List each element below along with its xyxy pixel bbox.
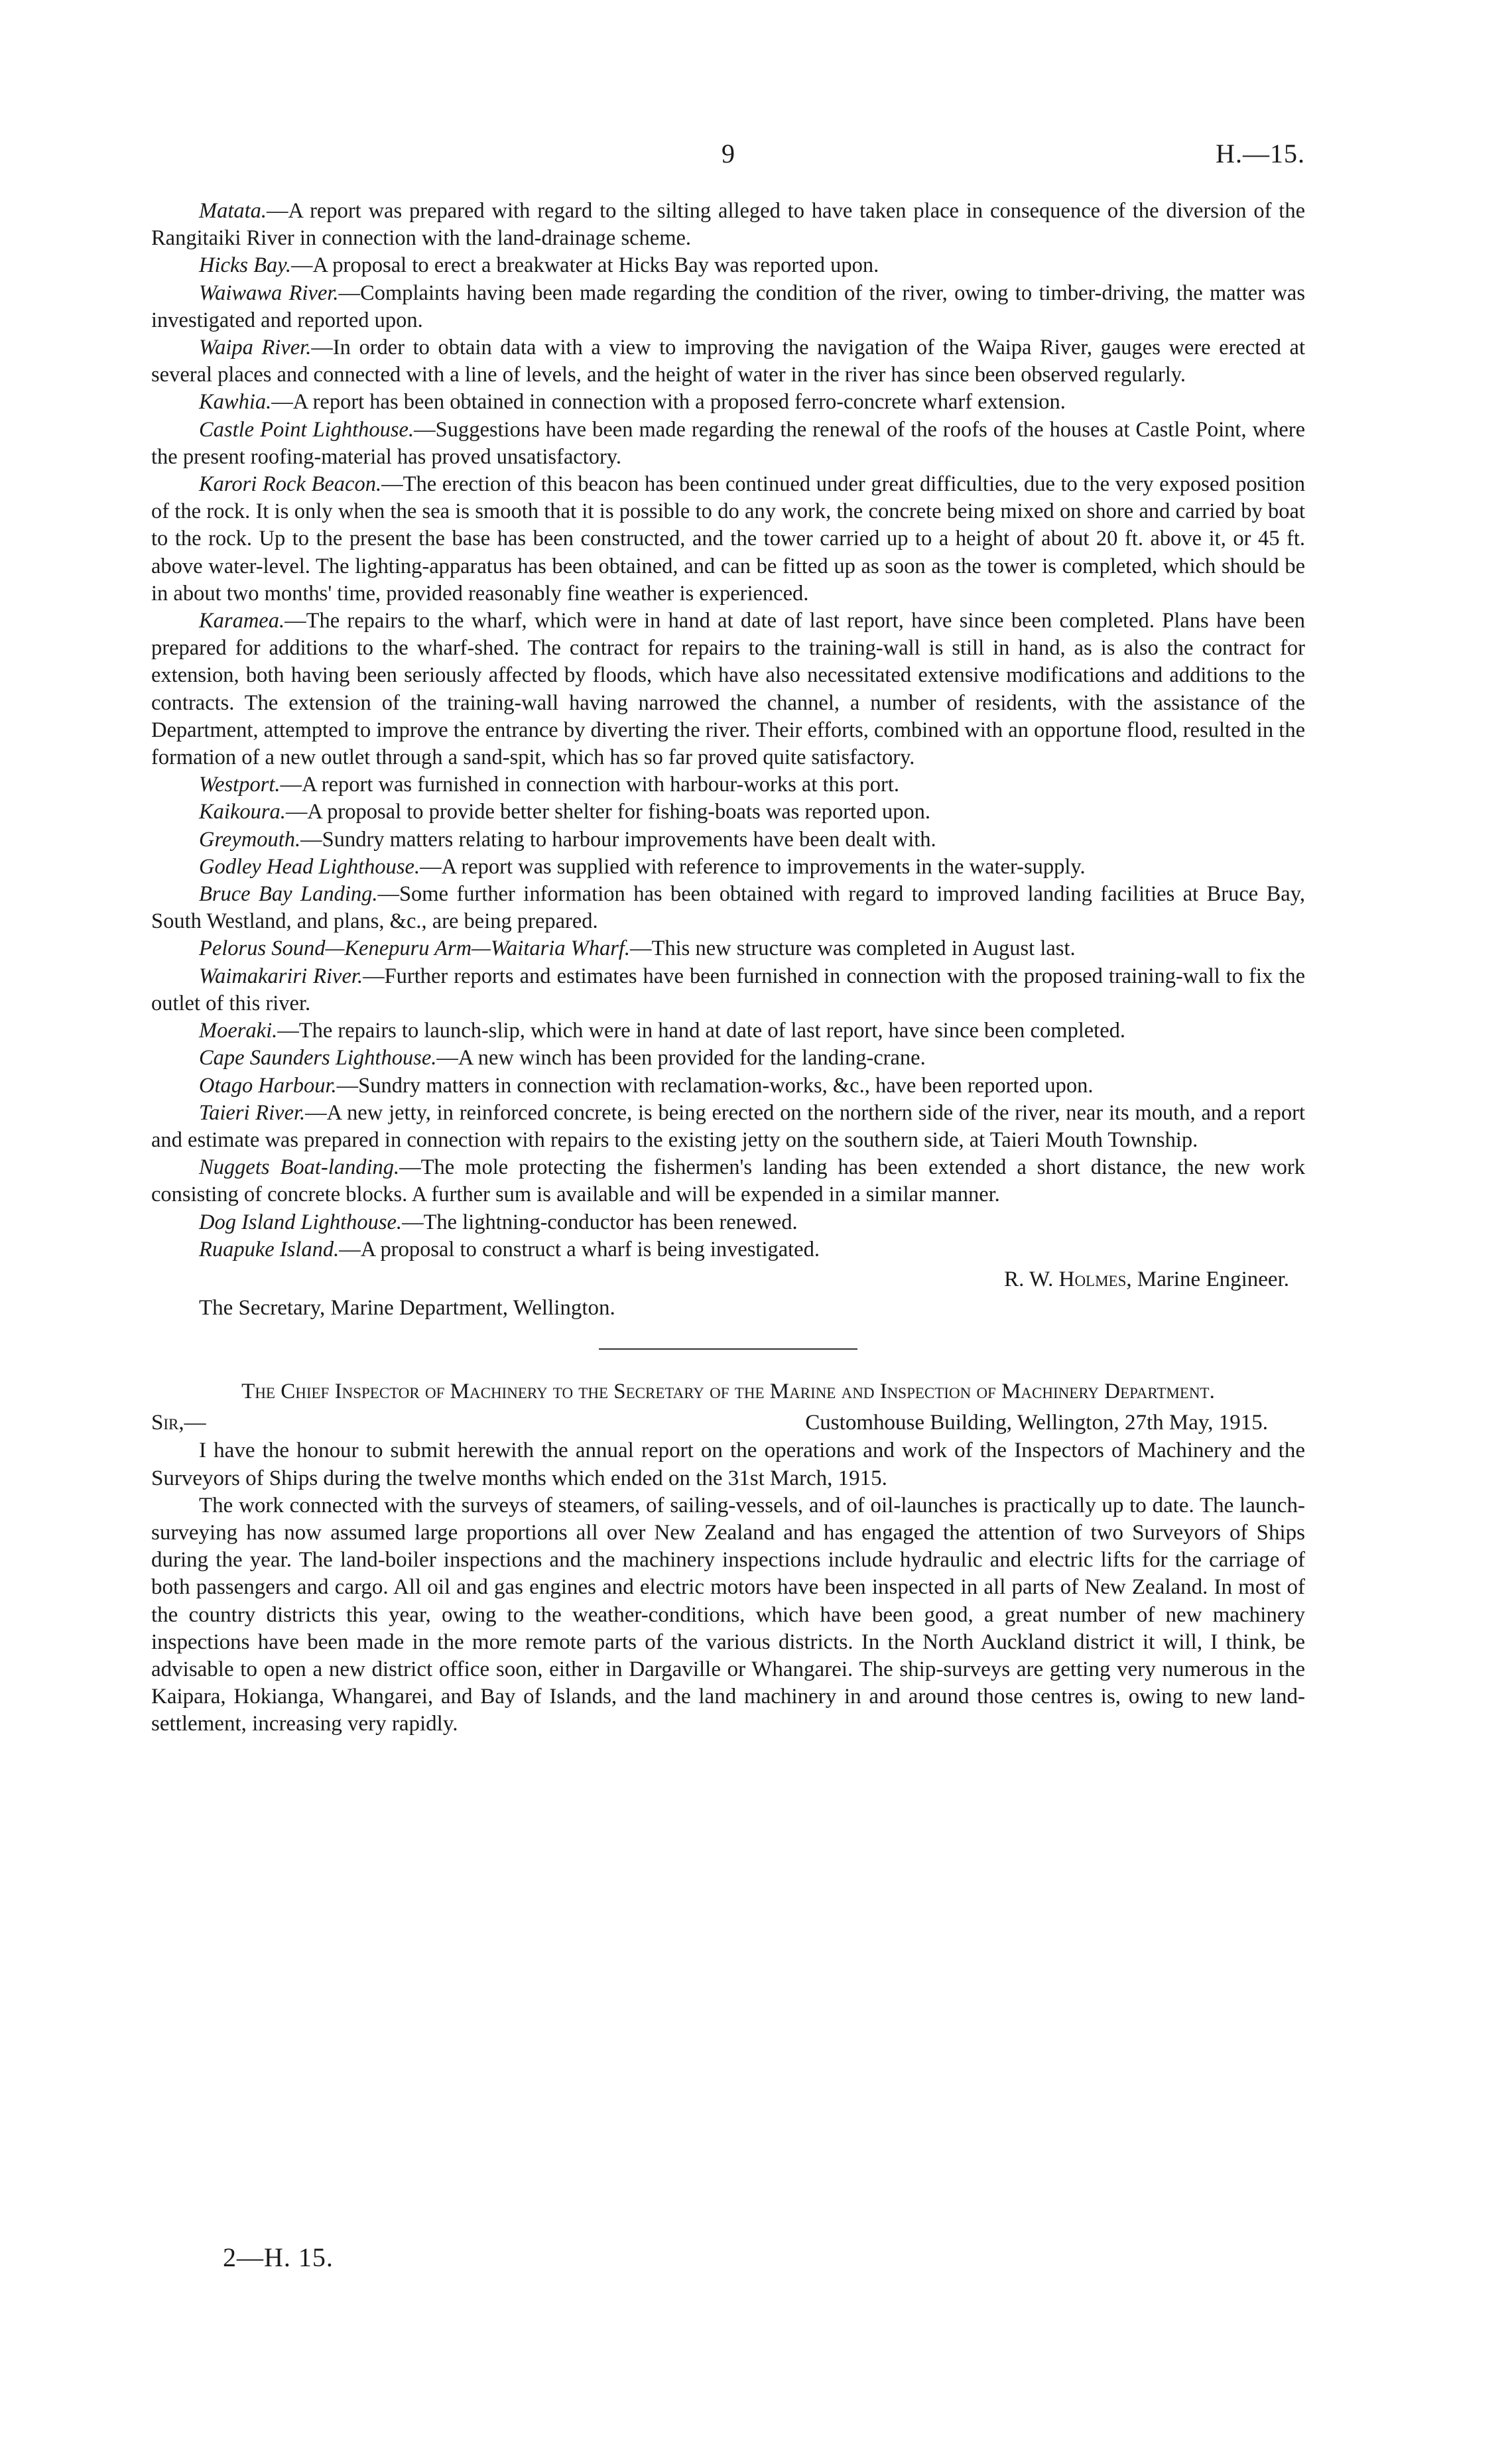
paragraph-title: Westport. [199, 773, 281, 797]
signatory-title: , Marine Engineer. [1126, 1267, 1289, 1291]
salutation: Sir,— [151, 1411, 206, 1435]
letter-heading: The Chief Inspector of Machinery to the Secretary of the Marine and Inspection of Machinery Department. [241, 1380, 1215, 1404]
marine-engineer-report [151, 198, 1305, 1322]
report-paragraph [151, 1072, 1305, 1100]
paragraph-text: —Suggestions have been made regarding the renewal of the roofs of the houses at Castle Point, where the present roofing-material has proved unsatisfactory. [151, 417, 1306, 469]
report-paragraph [151, 1154, 1305, 1208]
section-divider [599, 1348, 857, 1350]
report-addressee: The Secretary, Marine Department, Wellington. [199, 1296, 615, 1321]
report-paragraph [151, 881, 1305, 935]
paragraph-title: Waiwawa River. [199, 281, 339, 305]
report-paragraph [151, 935, 1305, 962]
paragraph-text: —A proposal to provide better shelter for fishing-boats was reported upon. [285, 800, 930, 824]
paragraph-text: —Sundry matters in connection with reclamation-works, &c., have been reported upon. [336, 1073, 1094, 1098]
paragraph-text: —The lightning-conductor has been renewed. [402, 1210, 798, 1234]
report-paragraph [151, 198, 1305, 252]
paragraph-text: —A new jetty, in reinforced concrete, is being erected on the northern side of the river, near its mouth, and a report and estimate was prepared in connection with repairs to the existing jetty on the southern side, at Taieri Mouth Township. [151, 1100, 1305, 1152]
paragraph-text: —A report was supplied with reference to improvements in the water-supply. [420, 854, 1086, 879]
paragraph-title: Moeraki. [199, 1019, 278, 1043]
report-paragraph [151, 1236, 1305, 1263]
paragraph-title: Hicks Bay. [199, 253, 291, 278]
report-paragraph [151, 608, 1305, 771]
paragraph-text: —A report was prepared with regard to the silting alleged to have taken place in consequence of the diversion of the Rangitaiki River in connection with the land-drainage scheme. [151, 199, 1305, 251]
body-text [151, 198, 1305, 1738]
paragraph-text: —Complaints having been made regarding the condition of the river, owing to timber-driving, the matter was investigated and reported upon. [151, 281, 1305, 332]
report-paragraph [151, 334, 1305, 389]
report-paragraph [151, 963, 1305, 1017]
address-date: Customhouse Building, Wellington, 27th May, 1915. [805, 1411, 1268, 1435]
paragraph-title: Castle Point Lighthouse. [199, 417, 414, 442]
paragraph-text: —A report has been obtained in connection with a proposed ferro-concrete wharf extension. [271, 390, 1066, 415]
sheet-reference: 2—H. 15. [223, 2242, 334, 2272]
signatory-initials: R. W. [1004, 1267, 1054, 1291]
report-paragraph [151, 417, 1305, 471]
signatory-name: Holmes [1058, 1267, 1127, 1291]
paragraph-title: Godley Head Lighthouse. [199, 854, 420, 879]
paragraph-title: Matata. [199, 199, 267, 223]
report-paragraph [151, 1045, 1305, 1072]
paragraph-title: Waipa River. [199, 336, 312, 360]
paragraph-text: —Sundry matters relating to harbour improvements have been dealt with. [300, 827, 936, 852]
paragraph-title: Greymouth. [199, 827, 301, 852]
paragraph-title: Bruce Bay Landing. [199, 882, 378, 907]
paragraph-text: —A proposal to construct a wharf is being investigated. [339, 1237, 820, 1261]
paragraph-text: —This new structure was completed in August last. [630, 936, 1076, 961]
page-header [151, 138, 1305, 175]
paragraph-title: Karamea. [199, 609, 285, 633]
paragraph-text: —In order to obtain data with a view to improving the navigation of the Waipa River, gauges were erected at several places and connected with a line of levels, and the height of water in the river has since been observed regularly. [151, 336, 1305, 387]
paragraph-text: —The erection of this beacon has been continued under great difficulties, due to the very exposed position of the rock. It is only when the sea is smooth that it is possible to do any work, the concrete being mixed on shore and carried by boat to the rock. Up to the present the base has been constructed, and the tower carried up to a height of about 20 ft. above it, or 45 ft. above water-level. The lighting-apparatus has been obtained, and can be fitted up as soon as the tower is completed, which should be in about two months' time, provided reasonably fine weather is experienced. [151, 472, 1306, 606]
machinery-letter [151, 1378, 1305, 1738]
report-paragraph [151, 1017, 1305, 1045]
report-paragraph [151, 471, 1305, 608]
letter-address-line [151, 1409, 1305, 1437]
paragraph-text: —Further reports and estimates have been furnished in connection with the proposed training-wall to fix the outlet of this river. [151, 964, 1305, 1015]
paragraph-text: —A proposal to erect a breakwater at Hicks Bay was reported upon. [290, 253, 879, 278]
letter-paragraph: I have the honour to submit herewith the annual report on the operations and work of the Inspectors of Machinery and the Surveyors of Ships during the twelve months which ended on the 31st March, 1915. [151, 1439, 1305, 1490]
document-reference: H.—15. [1216, 139, 1305, 168]
paragraph-text: —A report was furnished in connection with harbour-works at this port. [280, 773, 900, 797]
paragraph-text: —The repairs to the wharf, which were in hand at date of last report, have since been completed. Plans have been prepared for additions to the wharf-shed. The contract for repairs to the training-wall is still in hand, as is also the contract for extension, both having been seriously affected by floods, which have also necessitated extensive modifications and additions to the contracts. The extension of the training-wall having narrowed the channel, a number of residents, with the assistance of the Department, attempted to improve the entrance by diverting the river. Their efforts, combined with an opportune flood, resulted in the formation of a new outlet through a sand-spit, which has so far proved quite satisfactory. [151, 609, 1305, 770]
paragraph-title: Kaikoura. [199, 800, 286, 824]
paragraph-title: Ruapuke Island. [199, 1237, 340, 1261]
paragraph-title: Nuggets Boat-landing. [199, 1155, 400, 1180]
paragraph-title: Otago Harbour. [199, 1073, 337, 1098]
letter-paragraph: The work connected with the surveys of steamers, of sailing-vessels, and of oil-launches is practically up to date. The launch-surveying has now assumed large proportions all over New Zealand and has engaged the attention of two Surveyors of Ships during the year. The land-boiler inspections and the machinery inspections include hydraulic and electric lifts for the carriage of both passengers and cargo. All oil and gas engines and electric motors have been inspected in all parts of New Zealand. In most of the country districts this year, owing to the weather-conditions, which have been good, a great number of new machinery inspections have been made in the more remote parts of the various districts. In the North Auckland district it will, I think, be advisable to open a new district office soon, either in Dargaville or Whangarei. The ship-surveys are getting very numerous in the Kaipara, Hokianga, Whangarei, and Bay of Islands, and the land machinery in and around those centres is, owing to new land-settlement, increasing very rapidly. [151, 1493, 1305, 1736]
report-paragraph [151, 252, 1305, 279]
report-paragraph [151, 826, 1305, 854]
report-paragraph [151, 771, 1305, 799]
paragraph-title: Taieri River. [199, 1100, 306, 1125]
report-paragraph [151, 799, 1305, 826]
report-paragraph [151, 854, 1305, 881]
paragraph-title: Cape Saunders Lighthouse. [199, 1046, 437, 1070]
report-paragraph [151, 1100, 1305, 1154]
signature-line [151, 1266, 1305, 1293]
page-number: 9 [722, 139, 735, 168]
paragraph-title: Waimakariri River. [199, 964, 363, 988]
paragraph-text: —A new winch has been provided for the landing-crane. [436, 1046, 926, 1070]
paragraph-title: Kawhia. [199, 390, 272, 415]
paragraph-title: Dog Island Lighthouse. [199, 1210, 403, 1234]
paragraph-text: —The mole protecting the fishermen's landing has been extended a short distance, the new work consisting of concrete blocks. A further sum is available and will be expended in a similar manner. [151, 1155, 1305, 1207]
paragraph-text: —Some further information has been obtained with regard to improved landing facilities at Bruce Bay, South Westland, and plans, &c., are being prepared. [151, 882, 1305, 934]
report-paragraph [151, 1209, 1305, 1236]
report-paragraph [151, 280, 1305, 334]
paragraph-title: Karori Rock Beacon. [199, 472, 382, 497]
paragraph-title: Pelorus Sound—Kenepuru Arm—Waitaria Wharf. [199, 936, 631, 961]
paragraph-text: —The repairs to launch-slip, which were in hand at date of last report, have since been completed. [277, 1019, 1126, 1043]
report-paragraph [151, 389, 1305, 416]
